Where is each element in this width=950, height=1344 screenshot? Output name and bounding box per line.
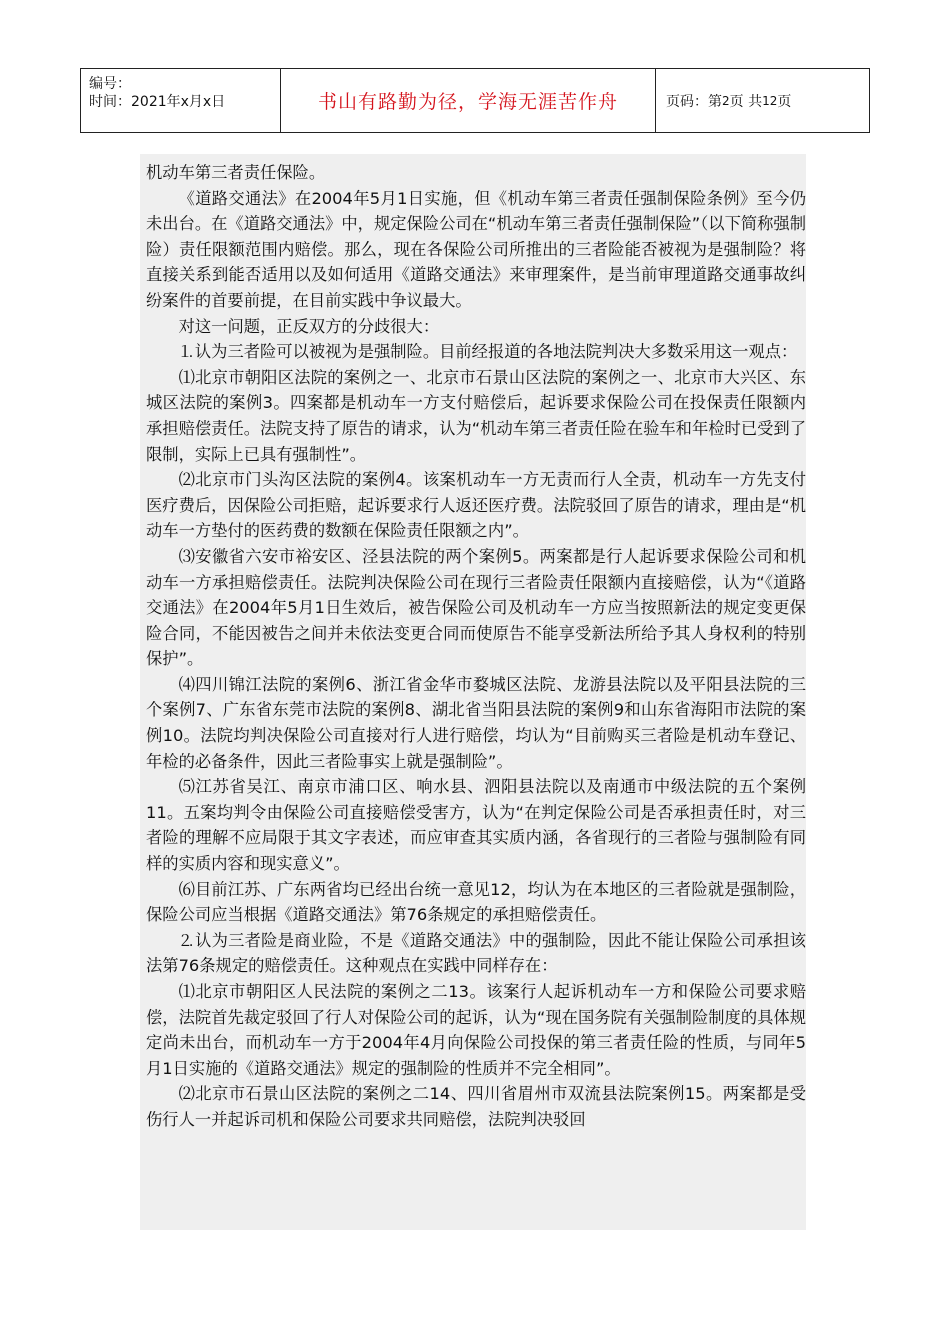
paragraph: ⒈认为三者险可以被视为是强制险。目前经报道的各地法院判决大多数采用这一观点： [178, 342, 798, 362]
paragraph: 机动车第三者责任保险。 [146, 163, 326, 182]
paragraph: ⑵北京市石景山区法院的案例之二14、四川省眉州市双流县法院案例15。两案都是受伤行人一并起诉司机和保险公司要求共同赔偿，法院判决驳回 [146, 1084, 806, 1129]
paragraph: ⑸江苏省吴江、南京市浦口区、响水县、泗阳县法院以及南通市中级法院的五个案例11。五案均判令由保险公司直接赔偿受害方，认为“在判定保险公司是否承担责任时，对三者险的理解不应局限于其文字表述，而应审查其实质内涵，各省现行的三者险与强制险有同样的实质内容和现实意义”。 [146, 777, 806, 874]
page-current: 2 [722, 93, 730, 108]
paragraph: ⑶安徽省六安市裕安区、泾县法院的两个案例5。两案都是行人起诉要求保险公司和机动车一方承担赔偿责任。法院判决保险公司在现行三者险责任限额内直接赔偿，认为“《道路交通法》在2004年5月1日生效后，被告保险公司及机动车一方应当按照新法的规定变更保险合同，不能因被告之间并未依法变更合同而使原告不能享受新法所给予其人身权利的特别保护”。 [146, 546, 806, 669]
page-header [80, 68, 870, 133]
paragraph: ⒉认为三者险是商业险，不是《道路交通法》中的强制险，因此不能让保险公司承担该法第76条规定的赔偿责任。这种观点在实践中同样存在： [146, 930, 806, 976]
page-mid: 页 共 [729, 93, 763, 110]
paragraph: ⑴北京市朝阳区法院的案例之一、北京市石景山区法院的案例之一、北京市大兴区、东城区法院的案例3。四案都是机动车一方支付赔偿后，起诉要求保险公司在投保责任限额内承担赔偿责任。法院支持了原告的请求，认为“机动车第三者责任险在验车和年检时已受到了限制，实际上已具有强制性”。 [146, 367, 806, 464]
page-number-cell [656, 69, 869, 132]
page-suffix: 页 [777, 93, 792, 110]
paragraph: ⑷四川锦江法院的案例6、浙江省金华市婺城区法院、龙游县法院以及平阳县法院的三个案例7、广东省东莞市法院的案例8、湖北省当阳县法院的案例9和山东省海阳市法院的案例10。法院均判决保险公司直接对行人进行赔偿，均认为“目前购买三者险是机动车登记、年检的必备条件，因此三者险事实上就是强制险”。 [146, 674, 806, 771]
page-total: 12 [762, 93, 778, 108]
time-label: 时间：2021年x月x日 [89, 94, 226, 110]
paragraph: 对这一问题，正反双方的分歧很大： [178, 316, 440, 336]
document-body [140, 154, 806, 1230]
paragraph: 《道路交通法》在2004年5月1日实施，但《机动车第三者责任强制保险条例》至今仍未出台。在《道路交通法》中，规定保险公司在“机动车第三者责任强制保险”（以下简称强制险）责任限额范围内赔偿。那么，现在各保险公司所推出的三者险能否被视为是强制险？将直接关系到能否适用以及如何适用《道路交通法》来审理案件，是当前审理道路交通事故纠纷案件的首要前提，在目前实践中争议最大。 [146, 188, 806, 310]
page-prefix: 页码：第 [666, 93, 722, 110]
number-label: 编号： [89, 76, 131, 92]
header-info-cell [81, 69, 281, 132]
motto-text: 书山有路勤为径，学海无涯苦作舟 [317, 91, 618, 113]
paragraph: ⑴北京市朝阳区人民法院的案例之二13。该案行人起诉机动车一方和保险公司要求赔偿，法院首先裁定驳回了行人对保险公司的起诉，认为“现在国务院有关强制险制度的具体规定尚未出台，而机动车一方于2004年4月向保险公司投保的第三者责任险的性质，与同年5月1日实施的《道路交通法》规定的强制险的性质并不完全相同”。 [146, 982, 806, 1078]
paragraph: ⑵北京市门头沟区法院的案例4。该案机动车一方无责而行人全责，机动车一方先支付医疗费后，因保险公司拒赔，起诉要求行人返还医疗费。法院驳回了原告的请求，理由是“机动车一方垫付的医药费的数额在保险责任限额之内”。 [146, 470, 806, 541]
header-motto-cell [281, 69, 656, 132]
paragraph: ⑹目前江苏、广东两省均已经出台统一意见12，均认为在本地区的三者险就是强制险，保险公司应当根据《道路交通法》第76条规定的承担赔偿责任。 [146, 879, 806, 925]
